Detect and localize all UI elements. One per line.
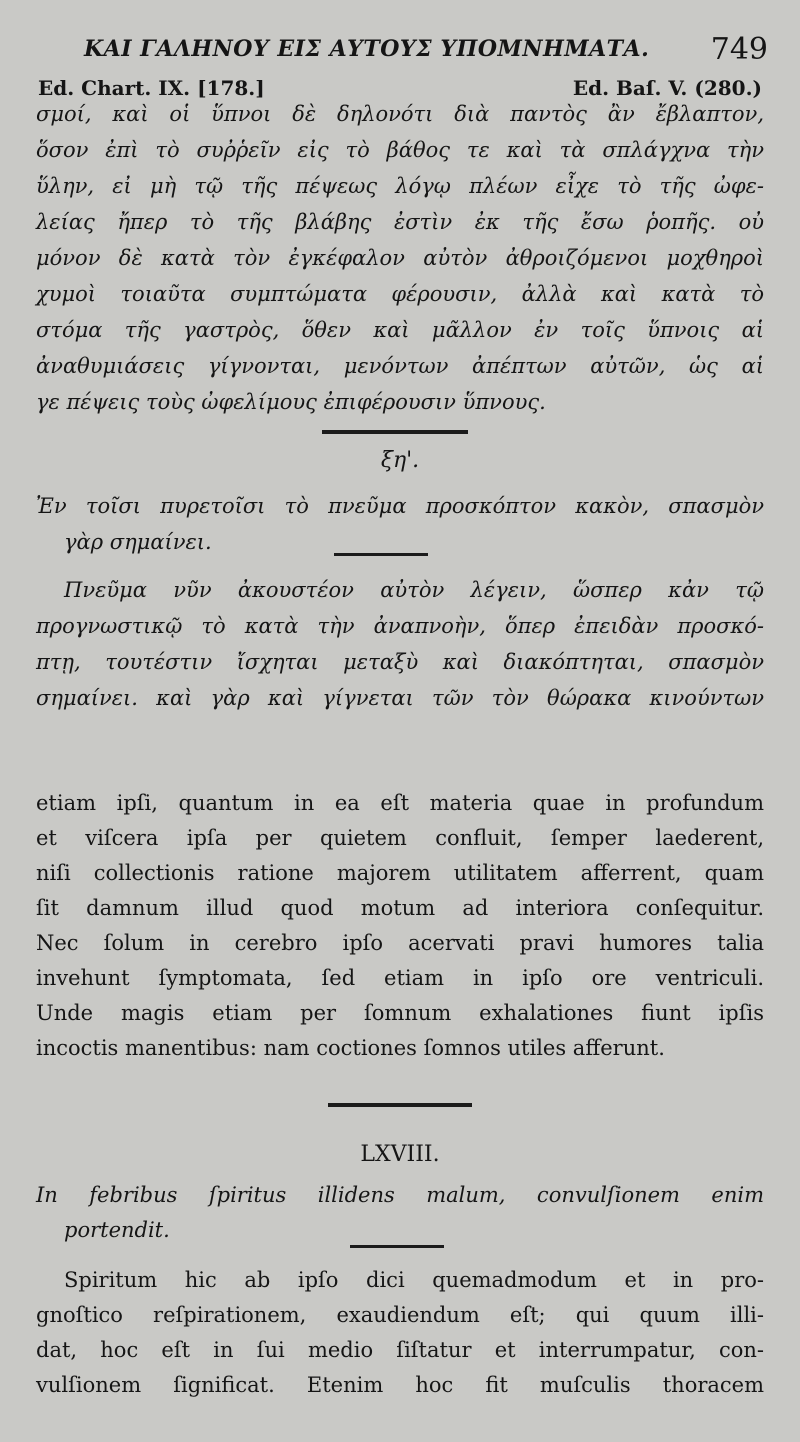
text-line: Unde magis etiam per ſomnum exhalationes fiunt ipſis	[36, 1001, 764, 1025]
running-title: ΚΑΙ ΓΑΛΗΝΟΥ ΕΙΣ ΑΥΤΟΥΣ ΥΠΟΜΝΗΜΑΤΑ.	[84, 36, 650, 62]
text-line: ὅσον ἐπὶ τὸ συῤῥεῖν εἰς τὸ βάθος τε καὶ τὰ σπλάγχνα τὴν	[36, 138, 764, 162]
greek-aphorism	[36, 488, 764, 560]
text-line: Πνεῦμα νῦν ἀκουστέον αὐτὸν λέγειν, ὥσπερ κἀν τῷ	[64, 578, 764, 602]
greek-section-number: ξη'.	[380, 448, 420, 473]
page-number: 749	[710, 32, 768, 67]
text-line: ſit damnum illud quod motum ad interiora conſequitur.	[36, 896, 764, 920]
text-line: Nec ſolum in cerebro ipſo acervati pravi humores talia	[36, 931, 764, 955]
text-line: σημαίνει. καὶ γὰρ καὶ γίγνεται τῶν τὸν θώρακα κινούντων	[36, 686, 764, 710]
text-line: ἀναθυμιάσεις γίγνονται, μενόντων ἀπέπτων αὐτῶν, ὡς αἱ	[36, 354, 764, 378]
text-line: γε πέψεις τοὺς ὠφελίμους ἐπιφέρουσιν ὕπνους.	[36, 390, 546, 414]
text-line: μόνον δὲ κατὰ τὸν ἐγκέφαλον αὐτὸν ἀθροιζόμενοι μοχθηροὶ	[36, 246, 764, 270]
aphorism-divider	[350, 1245, 444, 1248]
text-line: ὕλην, εἰ μὴ τῷ τῆς πέψεως λόγῳ πλέων εἶχε τὸ τῆς ὠφε-	[36, 174, 764, 198]
text-line: πτῃ, τουτέστιν ἴσχηται μεταξὺ καὶ διακόπτηται, σπασμὸν	[36, 650, 764, 674]
text-line: etiam ipſi, quantum in ea eſt materia quae in profundum	[36, 791, 764, 815]
text-line: προγνωστικῷ τὸ κατὰ τὴν ἀναπνοὴν, ὅπερ ἐπειδὰν προσκό-	[36, 614, 764, 638]
text-line: niſi collectionis ratione majorem utilitatem afferrent, quam	[36, 861, 764, 885]
text-line: dat, hoc eſt in ſui medio ſiſtatur et interrumpatur, con-	[36, 1338, 764, 1362]
text-line: vulſionem ſignificat. Etenim hoc fit muſculis thoracem	[36, 1373, 764, 1397]
latin-commentary	[36, 1263, 764, 1403]
latin-section-number: LXVIII.	[360, 1142, 440, 1167]
edition-basel-reference: Ed. Baſ. V. (280.)	[572, 76, 762, 100]
text-line: λείας ἤπερ τὸ τῆς βλάβης ἐστὶν ἐκ τῆς ἔσω ῥοπῆς. οὐ	[36, 210, 764, 234]
text-line: incoctis manentibus: nam coctiones ſomnos utiles afferunt.	[36, 1036, 665, 1060]
text-line: γὰρ σημαίνει.	[64, 530, 212, 554]
section-divider	[322, 430, 468, 434]
page-header	[84, 32, 774, 70]
latin-commentary-continuation	[36, 786, 764, 1066]
text-line: χυμοὶ τοιαῦτα συμπτώματα φέρουσιν, ἀλλὰ καὶ κατὰ τὸ	[36, 282, 764, 306]
text-line: gnoſtico reſpirationem, exaudiendum eſt; qui quum illi-	[36, 1303, 764, 1327]
aphorism-divider	[334, 553, 428, 556]
greek-commentary-continuation	[36, 96, 764, 420]
text-line: In febribus ſpiritus illidens malum, convulſionem enim	[36, 1183, 764, 1207]
text-line: portendit.	[64, 1218, 170, 1242]
edition-chart-reference: Ed. Chart. IX. [178.]	[38, 76, 265, 100]
greek-commentary	[36, 572, 764, 716]
section-divider	[328, 1103, 472, 1107]
latin-aphorism	[36, 1178, 764, 1248]
text-line: et viſcera ipſa per quietem confluit, ſemper laederent,	[36, 826, 764, 850]
text-line: Spiritum hic ab ipſo dici quemadmodum et in pro-	[64, 1268, 764, 1292]
text-line: invehunt ſymptomata, ſed etiam in ipſo ore ventriculi.	[36, 966, 764, 990]
text-line: Ἐν τοῖσι πυρετοῖσι τὸ πνεῦμα προσκόπτον κακὸν, σπασμὸν	[36, 494, 764, 518]
text-line: σμοί, καὶ οἱ ὕπνοι δὲ δηλονότι διὰ παντὸς ἂν ἔβλαπτον,	[36, 102, 764, 126]
text-line: στόμα τῆς γαστρὸς, ὅθεν καὶ μᾶλλον ἐν τοῖς ὕπνοις αἱ	[36, 318, 764, 342]
